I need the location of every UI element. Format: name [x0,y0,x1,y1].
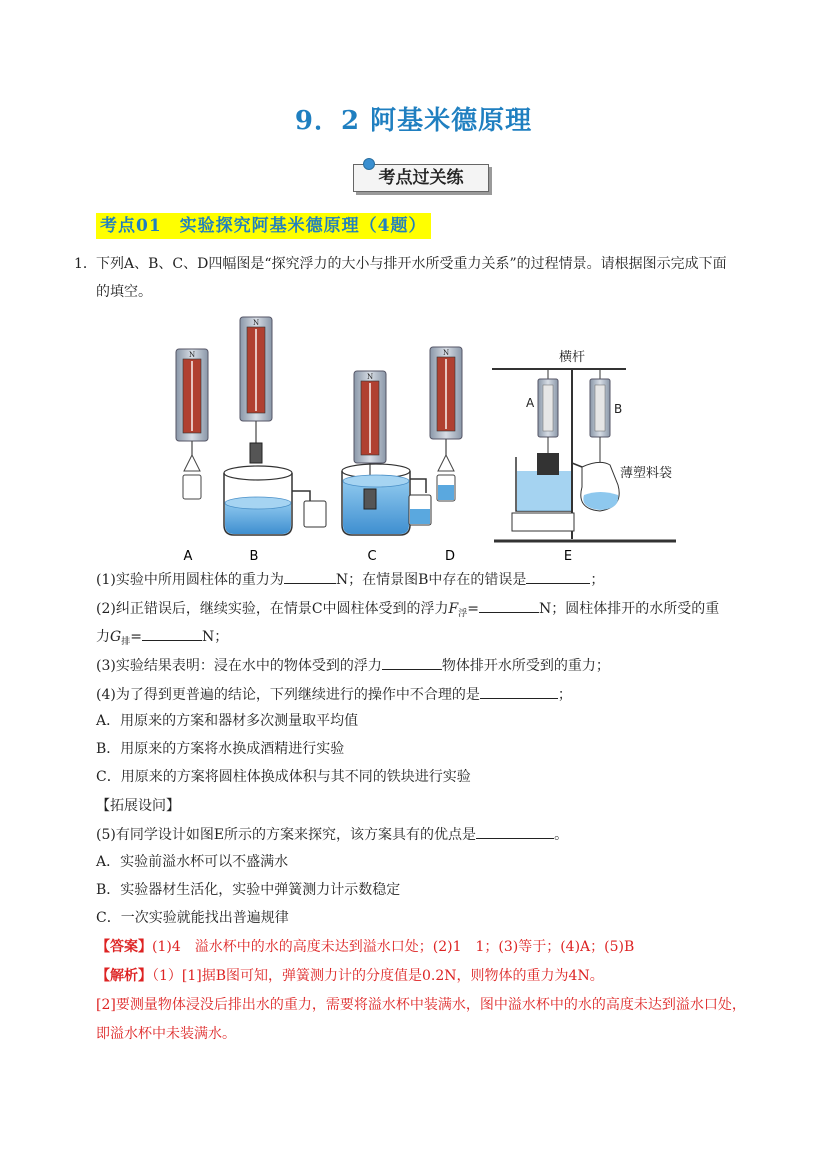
q1-line: (1)实验中所用圆柱体的重力为 N；在情景图B中存在的错误是 ； [96,569,604,590]
spring-scale-c [342,371,431,535]
label-d: D [444,549,456,564]
badge-label: 考点过关练 [353,164,489,192]
answer-label: 【答案】 [96,939,152,955]
q2-line1: (2)纠正错误后，继续实验，在情景C中圆柱体受到的浮力$F_浮= N$；圆柱体排开的水所受的重 [96,598,719,624]
spring-scale-a [176,349,208,499]
q4-option-b: B．用原来的方案将水换成酒精进行实验 [96,741,345,757]
section-badge [349,158,495,194]
q2-blank-1[interactable] [479,598,539,613]
question-stem-line2: 的填空。 [96,284,152,300]
analysis-line3: 即溢水杯中未装满水。 [96,1026,236,1042]
q5-option-c: C．一次实验就能找出普遍规律 [96,910,289,926]
crossbar-label: 横杆 [558,350,586,365]
q3-blank[interactable] [382,655,442,670]
section-heading: 考点01 实验探究阿基米德原理（4题） [96,213,431,239]
q1-blank-2[interactable] [526,569,590,584]
question-number: 1． [74,256,97,272]
scale-a-unit: N [188,351,196,359]
q5-blank[interactable] [476,824,554,839]
q2-blank-2[interactable] [142,626,202,641]
q4-option-a: A．用原来的方案和器材多次测量取平均值 [96,713,359,729]
label-c: C [367,549,377,564]
analysis-line2: [2]要测量物体浸没后排出水的重力，需要将溢水杯中装满水，图中溢水杯中的水的高度未达到溢水口处， [96,997,746,1013]
q3-line: (3)实验结果表明：浸在水中的物体受到的浮力 物体排开水所受到的重力； [96,655,610,676]
q4-line: (4)为了得到更普遍的结论，下列继续进行的操作中不合理的是 ； [96,684,572,705]
label-a: A [183,549,193,564]
extension-heading: 【拓展设问】 [96,798,180,814]
scale-c-unit: N [366,373,374,381]
scale-b-unit: N [252,319,260,327]
answer-text: (1)4 溢水杯中的水的高度未达到溢水口处；(2)1 1；(3)等于；(4)A；(5)B [152,939,635,955]
scale-d-unit: N [442,349,450,357]
analysis-line1: 【解析】（1）[1]据B图可知，弹簧测力计的分度值是0.2N，则物体的重力为4N。 [96,968,604,984]
spring-a-label: A [526,396,535,410]
q5-option-b: B．实验器材生活化，实验中弹簧测力计示数稳定 [96,882,401,898]
bag-label: 薄塑料袋 [620,466,673,481]
q5-line: (5)有同学设计如图E所示的方案来探究，该方案具有的优点是 。 [96,824,568,845]
spring-scale-b [224,317,326,535]
page-title: 9．2 阿基米德原理 [294,106,533,136]
setup-e [492,349,676,541]
q5-option-a: A．实验前溢水杯可以不盛满水 [96,854,289,870]
q4-blank[interactable] [480,684,558,699]
q2-line2: 力$G_排= N$； [96,626,228,652]
experiment-figure [168,313,678,568]
label-b: B [249,549,259,564]
spring-scale-d [430,347,462,501]
badge-dot-icon [363,158,375,170]
analysis-label: 【解析】 [96,968,152,984]
spring-b-label: B [614,402,623,416]
q1-blank-1[interactable] [284,569,336,584]
q4-option-c: C．用原来的方案将圆柱体换成体积与其不同的铁块进行实验 [96,769,471,785]
answer-line [96,937,634,957]
label-e: E [563,549,573,564]
question-stem-line1: 下列A、B、C、D四幅图是“探究浮力的大小与排开水所受重力关系”的过程情景。请根据图示完成下面 [96,256,727,272]
